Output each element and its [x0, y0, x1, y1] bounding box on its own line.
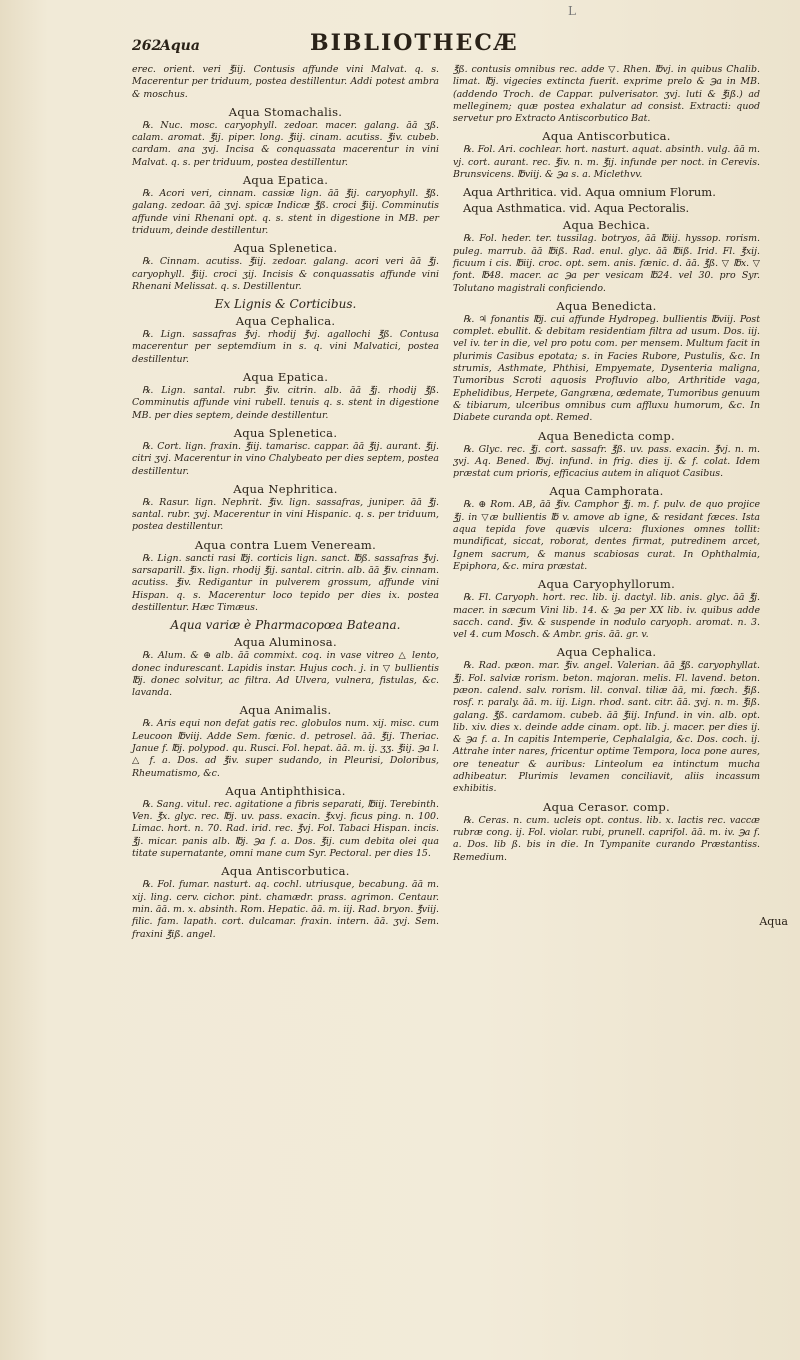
right-column	[453, 64, 760, 945]
section-heading: Aqua contra Luem Veneream.	[194, 537, 377, 552]
section-subheading: Ex Lignis & Corticibus.	[214, 297, 357, 312]
section-heading: Aqua Aluminosa.	[234, 635, 337, 650]
section-heading: Aqua Antiphthisica.	[225, 783, 346, 798]
section-heading: Aqua Cephalica.	[556, 645, 657, 660]
section-heading: Aqua Cephalica.	[235, 314, 336, 329]
recipe-paragraph: ℞. Rad. pæon. mar. ℥iv. angel. Valerian. āā ℥ß. caryophyllat. ℥j. Fol. salviæ rorism. beton. majoran. melis. Fl. lavend. beton. pæon. calend. salv. rorism. lil. conval. tiliæ āā, mi. fœch. ℥iß. rosf. r. paraly. āā. m. iij. Lign. rhod. sant. citr. āā. ʒvj. n. m. ℥iß. galang. ℥ß. cardamom. cubeb. āā ℥iij. Infund. in vin. alb. opt. lib. xiv. dies x. deinde adde cinam. opt. lib. j. macer. per dies ij. & ℈a f. a. In capitis Intemperie, Cephalalgia, &c. Dos. coch. ij. Attrahe inter nares, fricentur optime Tempora, loca pone aures, ore teneatur & auribus: Linteolum ea intinctum mucha adhibeatur. Plurimis levamen conciliavit, aliis incassum exhibitis.	[453, 660, 760, 795]
running-word: Aqua	[160, 38, 200, 54]
section-heading: Aqua Benedicta comp.	[538, 428, 675, 443]
section-heading: Aqua Nephritica.	[233, 481, 338, 496]
corner-mark: L	[568, 4, 576, 18]
recipe-paragraph: ℞. Fol. heder. ter. tussilag. botryos, āā ℔iij. hyssop. rorism. puleg. marrub. āā ℔iß. Rad. enul. glyc. āā ℔iß. Irid. Fl. ℥xij. ficuum i cis. ℔iij. croc. opt. sem. anis. fænic. d. āā. ℥ß. ▽ ℔x. ▽ font. ℔48. macer. ac ℈a per vesicam ℔24. vel 30. pro Syr. Tolutano magistrali conficiendo.	[453, 233, 760, 294]
cross-reference: Aqua Asthmatica. vid. Aqua Pectoralis.	[463, 201, 690, 216]
text-paragraph: erec. orient. veri ℥iij. Contusis affunde vini Malvat. q. s. Macerentur per triduum, postea destillentur. Addi potest ambra & moschus.	[132, 64, 439, 100]
recipe-paragraph: ℞. Cort. lign. fraxin. ℥iij. tamarisc. cappar. āā ℥ij. aurant. ℥ij. citri ʒvj. Macerentur in vino Chalybeato per dies septem, postea destillentur.	[132, 440, 439, 477]
left-column	[132, 64, 439, 945]
section-heading: Aqua Epatica.	[242, 370, 329, 385]
recipe-paragraph: ℞. Glyc. rec. ℥j. cort. sassafr. ℥ß. uv. pass. exacin. ℥vj. n. m. ʒvj. Aq. Bened. ℔vj. infund. in frig. dies ij. & f. colat. Idem præstat cum prioris, efficacius autem in aliquot Casibus.	[453, 443, 760, 480]
recipe-paragraph: ℞. Fol. Ari. cochlear. hort. nasturt. aquat. absinth. vulg. āā m. vj. cort. aurant. rec. ℥iv. n. m. ℥ij. infunde per noct. in Cerevis. Brunsvicens. ℔viij. & ℈a s. a. Miclethvv.	[453, 144, 760, 181]
section-heading: Aqua Benedicta.	[556, 298, 657, 313]
section-heading: Aqua Bechica.	[562, 218, 651, 233]
text-columns	[132, 64, 760, 945]
section-subheading: Aqua variæ è Pharmacopœa Bateana.	[170, 618, 401, 633]
catchword: Aqua	[759, 915, 788, 928]
recipe-paragraph: ℞. ⊕ Rom. AB, āā ℥iv. Camphor ℥j. m. f. pulv. de quo projice ℥j. in ▽æ bullientis ℔ v. amove ab igne, & residant fæces. Ista aqua tepida fove quævis ulcera: fluxiones omnes tollit: mundificat, siccat, roborat, dentes firmat, putredinem arcet, Ignem sacrum, & manus scabiosas curat. In Ophthalmia, Epiphora, &c. mira præstat.	[453, 499, 760, 572]
page-number: 262	[132, 38, 162, 54]
recipe-paragraph: ℞. Sang. vitul. rec. agitatione a fibris separati, ℔iij. Terebinth. Ven. ℥x. glyc. rec. ℔j. uv. pass. exacin. ℥xvj. ficus ping. n. 100. Limac. hort. n. 70. Rad. irid. rec. ℥vj. Fol. Tabaci Hispan. incis. ℥j. micar. panis alb. ℔j. ℈a f. a. Dos. ℥ij. cum debita olei qua titate supernatante, omni mane cum Syr. Pectoral. per dies 15.	[132, 798, 439, 860]
recipe-paragraph: ℞. Lign. sassafras ℥vj. rhodij ℥vj. agallochi ℥ß. Contusa macerentur per septemdium in s. q. vini Malvatici, postea destillentur.	[132, 329, 439, 365]
running-title: BIBLIOTHECÆ	[310, 30, 519, 56]
recipe-paragraph: ℞. Aris equi non defat gatis rec. globulos num. xij. misc. cum Leucoon ℔viij. Adde Sem. fœnic. d. petrosel. āā. ℥ij. Theriac. Janue f. ℔j. polypod. qu. Rusci. Fol. hepat. āā. m. ij. ʒʒ. ℥iij. ℈a l. △ f. a. Dos. ad ℥iv. super sudando, in Pleurisi, Doloribus, Rheumatismo, &c.	[132, 718, 439, 779]
cross-reference: Aqua Arthritica. vid. Aqua omnium Florum.	[463, 185, 716, 200]
recipe-paragraph: ℞. Nuc. mosc. caryophyll. zedoar. macer. galang. āā ʒß. calam. aromat. ℥ij. piper. long. ℥iij. cinam. acutiss. ℥iv. cubeb. cardam. ana ʒvj. Incisa & conquassata macerentur in vini Malvat. q. s. per triduum, postea destillentur.	[132, 119, 439, 168]
section-heading: Aqua Splenetica.	[233, 241, 338, 256]
text-paragraph: ℥ß. contusis omnibus rec. adde ▽. Rhen. ℔vj. in quibus Chalib. limat. ℔j. vigecies extincta fuerit. exprime prelo & ℈a in MB. (addendo Troch. de Cappar. pulverisator. ʒvj. luti & ℥iß.) ad melleginem; quæ postea exhalatur ad consist. Extracti: quod servetur pro Extracto Antiscorbutico Bat.	[453, 64, 760, 125]
section-heading: Aqua Splenetica.	[233, 425, 338, 440]
section-heading: Aqua Cerasor. comp.	[543, 799, 670, 814]
section-heading: Aqua Antiscorbutica.	[542, 129, 671, 144]
recipe-paragraph: ℞. Lign. santal. rubr. ℥iv. citrin. alb. āā ℥j. rhodij ℥ß. Comminutis affunde vini rubell. tenuis q. s. stent in digestione MB. per dies septem, deinde destillentur.	[132, 385, 439, 421]
recipe-paragraph: ℞. Fol. fumar. nasturt. aq. cochl. utriusque, becabung. āā m. xij. ling. cerv. cichor. pint. chamædr. prass. agrimon. Centaur. min. āā. m. x. absinth. Rom. Hepatic. āā. m. iij. Rad. bryon. ℥viij. filic. fam. lapath. cort. dulcamar. fraxin. intern. āā. ʒvj. Sem. fraxini ℥iß. angel.	[132, 879, 439, 940]
section-heading: Aqua Stomachalis.	[228, 104, 343, 119]
recipe-paragraph: ℞. Lign. sancti rasi ℔j. corticis lign. sanct. ℔ß. sassafras ℥vj. sarsaparill. ℥ix. lign. rhodij ℥ij. santal. citrin. alb. āā ℥iv. cinnam. acutiss. ℥iv. Redigantur in pulverem grossum, affunde vini Hispan. q. s. Macerentur loco tepido per dies ix. postea destillentur. Hæc Timæus.	[132, 552, 439, 613]
section-heading: Aqua Antiscorbutica.	[221, 864, 350, 879]
page-header	[132, 30, 760, 60]
recipe-paragraph: ℞. Acori veri, cinnam. cassiæ lign. āā ℥ij. caryophyll. ℥ß. galang. zedoar. āā ʒvj. spicæ Indicæ ℥ß. croci ℥iij. Comminutis affunde vini Rhenani opt. q. s. stent in digestione in MB. per triduum, deinde destillentur.	[132, 188, 439, 236]
section-heading: Aqua Epatica.	[242, 173, 329, 188]
recipe-paragraph: ℞. Ceras. n. cum. ucleis opt. contus. lib. x. lactis rec. vaccæ rubræ cong. ij. Fol. violar. rubi, prunell. caprifol. āā. m. iv. ℈a f. a. Dos. lib ß. bis in die. In Tympanite curando Præstantiss. Remedium.	[453, 814, 760, 863]
section-heading: Aqua Animalis.	[239, 703, 332, 718]
recipe-paragraph: ℞. ♃ fonantis ℔j. cui affunde Hydropeg. bullientis ℔viij. Post complet. ebullit. & debitam residentiam filtra ad usum. Dos. iij. vel iv. ter in die, vel pro potu com. per mensem. Multum facit in plurimis Casibus epotata; s. in Facies Rubore, Pustulis, &c. In strumis, Asthmate, Phthisi, Empyemate, Dysenteria maligna, Tumoribus Scroti aquosis Profluvio albo, Arthritide vaga, Ephelidibus, Herpete, Gangræna, œdemate, Tumoribus genuum & tibiarum, ulceribus omnibus cum affluxu humorum, &c. In Diabete curanda opt. Remed.	[453, 313, 760, 424]
recipe-paragraph: ℞. Fl. Caryoph. hort. rec. lib. ij. dactyl. lib. anis. glyc. āā ℥j. macer. in sæcum Vini lib. 14. & ℈a per XX lib. iv. quibus adde sacch. cand. ℥iv. & suspende in nodulo caryoph. aromat. n. 3. vel 4. cum Mosch. & Ambr. gris. āā. gr. v.	[453, 592, 760, 641]
recipe-paragraph: ℞. Cinnam. acutiss. ℥iij. zedoar. galang. acori veri āā ℥j. caryophyll. ℥iij. croci ʒij. Incisis & conquassatis affunde vini Rhenani Melissat. q. s. Destillentur.	[132, 256, 439, 292]
recipe-paragraph: ℞. Rasur. lign. Nephrit. ℥iv. lign. sassafras, juniper. āā ℥j. santal. rubr. ʒvj. Macerentur in vini Hispanic. q. s. per triduum, postea destillentur.	[132, 496, 439, 533]
section-heading: Aqua Camphorata.	[549, 484, 664, 499]
section-heading: Aqua Caryophyllorum.	[537, 577, 676, 592]
recipe-paragraph: ℞. Alum. & ⊕ alb. āā commixt. coq. in vase vitreo △ lento, donec indurescant. Lapidis instar. Hujus coch. j. in ▽ bullientis ℔j. donec solvitur, ac filtra. Ad Ulvera, vulnera, fistulas, &c. lavanda.	[132, 650, 439, 699]
